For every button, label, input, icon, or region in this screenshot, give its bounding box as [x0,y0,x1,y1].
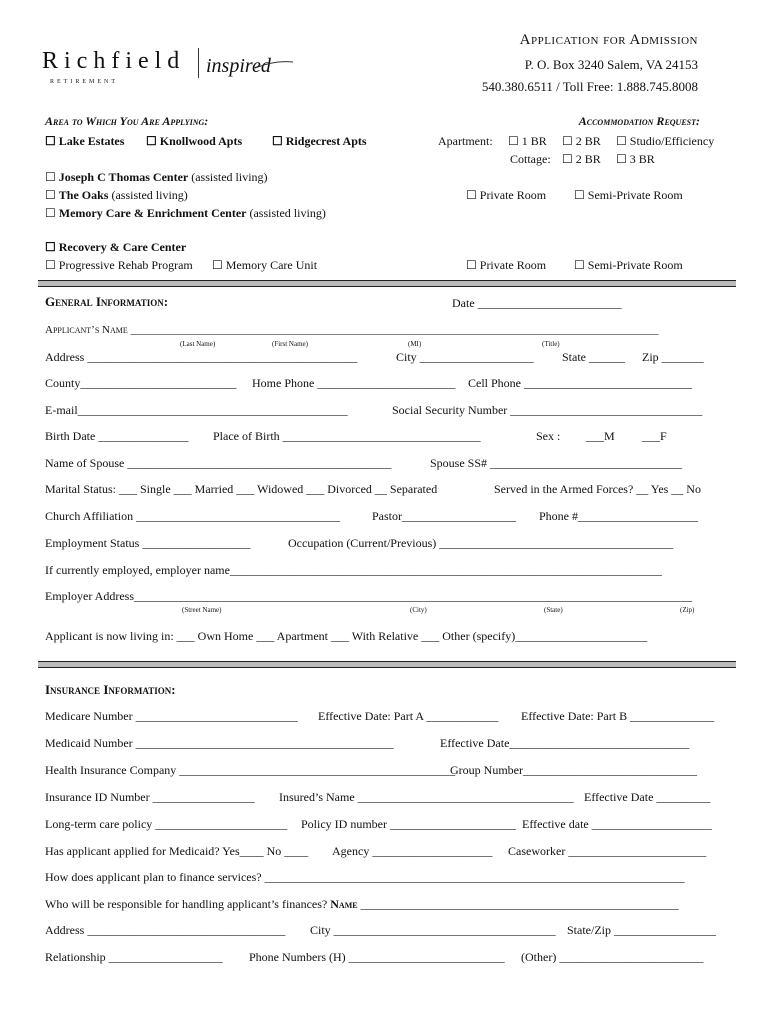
resp-statezip-field[interactable]: State/Zip _________________ [567,923,716,937]
header-address: P. O. Box 3240 Salem, VA 24153 [524,57,698,72]
employment-status-field[interactable]: Employment Status __________________ [45,536,251,550]
checkbox-icon: ☐ [616,134,627,148]
option-private-room-1[interactable]: ☐ Private Room [466,188,547,202]
checkbox-icon: ☐ [562,152,573,166]
church-phone-field[interactable]: Phone #____________________ [539,509,698,523]
sex-label: Sex : [536,429,561,443]
option-memory-care-center[interactable]: ☐ Memory Care & Enrichment Center (assisted living) [45,206,326,220]
checkbox-icon: ☐ [45,240,56,254]
insurance-title: Insurance Information: [45,682,176,697]
option-recovery-care[interactable]: ☐ Recovery & Care Center [45,240,187,254]
option-joseph-thomas[interactable]: ☐ Joseph C Thomas Center (assisted living) [45,170,268,184]
resp-address-field[interactable]: Address _________________________________ [45,923,286,937]
option-apt-2br[interactable]: ☐ 2 BR [562,134,601,148]
date-field[interactable]: Date ________________________ [452,296,622,310]
cottage-label: Cottage: [510,152,551,166]
checkbox-icon: ☐ [45,206,56,220]
accommodation-title: Accommodation Request: [578,114,700,128]
group-number-field[interactable]: Group Number_____________________________ [450,763,697,777]
phone-home-field[interactable]: Phone Numbers (H) __________________________ [249,950,505,964]
applicant-name-field[interactable]: Applicant’s Name ________________________________________________________________________________________________ [45,324,659,336]
option-semi-private-2[interactable]: ☐ Semi-Private Room [574,258,683,272]
insurance-effective-field[interactable]: Effective Date _________ [584,790,711,804]
zip-field[interactable]: Zip _______ [642,350,704,364]
sub-state: (State) [544,606,563,614]
insured-name-field[interactable]: Insured’s Name ____________________________________ [279,790,574,804]
medicaid-effective-field[interactable]: Effective Date______________________________ [440,736,690,750]
logo-brand: Richfield [42,48,186,74]
option-the-oaks[interactable]: ☐ The Oaks (assisted living) [45,188,188,202]
checkbox-icon: ☐ [146,134,157,148]
employer-name-field[interactable]: If currently employed, employer name________________________________________________________________________ [45,563,662,577]
sub-street: (Street Name) [182,606,222,614]
checkbox-icon: ☐ [466,188,477,202]
cell-phone-field[interactable]: Cell Phone ____________________________ [468,376,692,390]
option-ridgecrest[interactable]: ☐ Ridgecrest Apts [272,134,367,148]
address-field[interactable]: Address _____________________________________________ [45,350,358,364]
responsible-party-field[interactable]: Who will be responsible for handling applicant’s finances? Name _____________________________________________________ [45,897,679,911]
insurance-id-field[interactable]: Insurance ID Number _________________ [45,790,255,804]
sub-zip: (Zip) [680,606,695,614]
logo-sub: RETIREMENT [50,79,118,85]
living-situation-field[interactable]: Applicant is now living in: ___ Own Home ___ Apartment ___ With Relative ___ Other (specify)______________________ [45,629,648,643]
sub-first-name: (First Name) [272,340,308,348]
option-lake-estates[interactable]: ☐ Lake Estates [45,134,125,148]
option-progressive-rehab[interactable]: ☐ Progressive Rehab Program [45,258,193,272]
policy-id-field[interactable]: Policy ID number _____________________ [301,817,516,831]
sub-city: (City) [410,606,427,614]
pastor-field[interactable]: Pastor___________________ [372,509,516,523]
option-apt-studio[interactable]: ☐ Studio/Efficiency [616,134,715,148]
checkbox-icon: ☐ [45,134,56,148]
applying-title: Area to Which You Are Applying: [45,114,209,128]
general-title: General Information: [45,294,169,309]
option-apt-1br[interactable]: ☐ 1 BR [508,134,547,148]
armed-forces-field[interactable]: Served in the Armed Forces? __ Yes __ No [494,482,701,496]
checkbox-icon: ☐ [272,134,283,148]
sub-mi: (MI) [408,340,422,348]
place-of-birth-field[interactable]: Place of Birth _________________________________ [213,429,481,443]
option-semi-private-1[interactable]: ☐ Semi-Private Room [574,188,683,202]
form-title: Application for Admission [519,32,698,48]
city-field[interactable]: City ___________________ [396,350,534,364]
occupation-field[interactable]: Occupation (Current/Previous) _______________________________________ [288,536,674,550]
employer-address-field[interactable]: Employer Address_____________________________________________________________________________________________ [45,589,692,603]
home-phone-field[interactable]: Home Phone _______________________ [252,376,456,390]
agency-field[interactable]: Agency ____________________ [332,844,493,858]
header-phone: 540.380.6511 / Toll Free: 1.888.745.8008 [481,79,698,94]
option-knollwood[interactable]: ☐ Knollwood Apts [146,134,243,148]
ltc-policy-field[interactable]: Long-term care policy ______________________ [45,817,288,831]
finance-plan-field[interactable]: How does applicant plan to finance services? ______________________________________________________________________ [45,870,685,884]
resp-city-field[interactable]: City _____________________________________ [310,923,556,937]
checkbox-icon: ☐ [574,258,585,272]
logo-swash-icon [255,58,295,70]
option-memory-care-unit[interactable]: ☐ Memory Care Unit [212,258,318,272]
health-insurance-field[interactable]: Health Insurance Company ______________________________________________ [45,763,456,777]
church-field[interactable]: Church Affiliation __________________________________ [45,509,341,523]
sub-last-name: (Last Name) [180,340,216,348]
birth-date-field[interactable]: Birth Date _______________ [45,429,189,443]
county-field[interactable]: County__________________________ [45,376,237,390]
option-cottage-3br[interactable]: ☐ 3 BR [616,152,655,166]
checkbox-icon: ☐ [45,170,56,184]
part-b-field[interactable]: Effective Date: Part B ______________ [521,709,715,723]
phone-other-field[interactable]: (Other) ________________________ [521,950,704,964]
checkbox-icon: ☐ [212,258,223,272]
logo-divider [198,48,199,78]
checkbox-icon: ☐ [562,134,573,148]
checkbox-icon: ☐ [466,258,477,272]
section-divider-1 [38,280,736,287]
checkbox-icon: ☐ [616,152,627,166]
ssn-field[interactable]: Social Security Number ________________________________ [392,403,703,417]
medicaid-applied-field[interactable]: Has applicant applied for Medicaid? Yes____ No ____ [45,844,309,858]
option-private-room-2[interactable]: ☐ Private Room [466,258,547,272]
spouse-name-field[interactable]: Name of Spouse ____________________________________________ [45,456,392,470]
medicaid-number-field[interactable]: Medicaid Number ___________________________________________ [45,736,394,750]
email-field[interactable]: E-mail_____________________________________________ [45,403,348,417]
sex-m-field[interactable]: ___M [586,429,615,443]
sex-f-field[interactable]: ___F [642,429,667,443]
state-field[interactable]: State ______ [562,350,625,364]
checkbox-icon: ☐ [574,188,585,202]
section-divider-2 [38,661,736,668]
checkbox-icon: ☐ [45,188,56,202]
medicare-number-field[interactable]: Medicare Number ___________________________ [45,709,298,723]
apartment-label: Apartment: [438,134,493,148]
logo-tagline: inspired [206,55,271,77]
part-a-field[interactable]: Effective Date: Part A ____________ [318,709,499,723]
ltc-effective-field[interactable]: Effective date ____________________ [522,817,712,831]
caseworker-field[interactable]: Caseworker _______________________ [508,844,707,858]
marital-status-field[interactable]: Marital Status: ___ Single ___ Married ___ Widowed ___ Divorced __ Separated [45,482,438,496]
option-cottage-2br[interactable]: ☐ 2 BR [562,152,601,166]
sub-title: (Title) [542,340,560,348]
spouse-ssn-field[interactable]: Spouse SS# ________________________________ [430,456,683,470]
checkbox-icon: ☐ [45,258,56,272]
relationship-field[interactable]: Relationship ___________________ [45,950,223,964]
checkbox-icon: ☐ [508,134,519,148]
